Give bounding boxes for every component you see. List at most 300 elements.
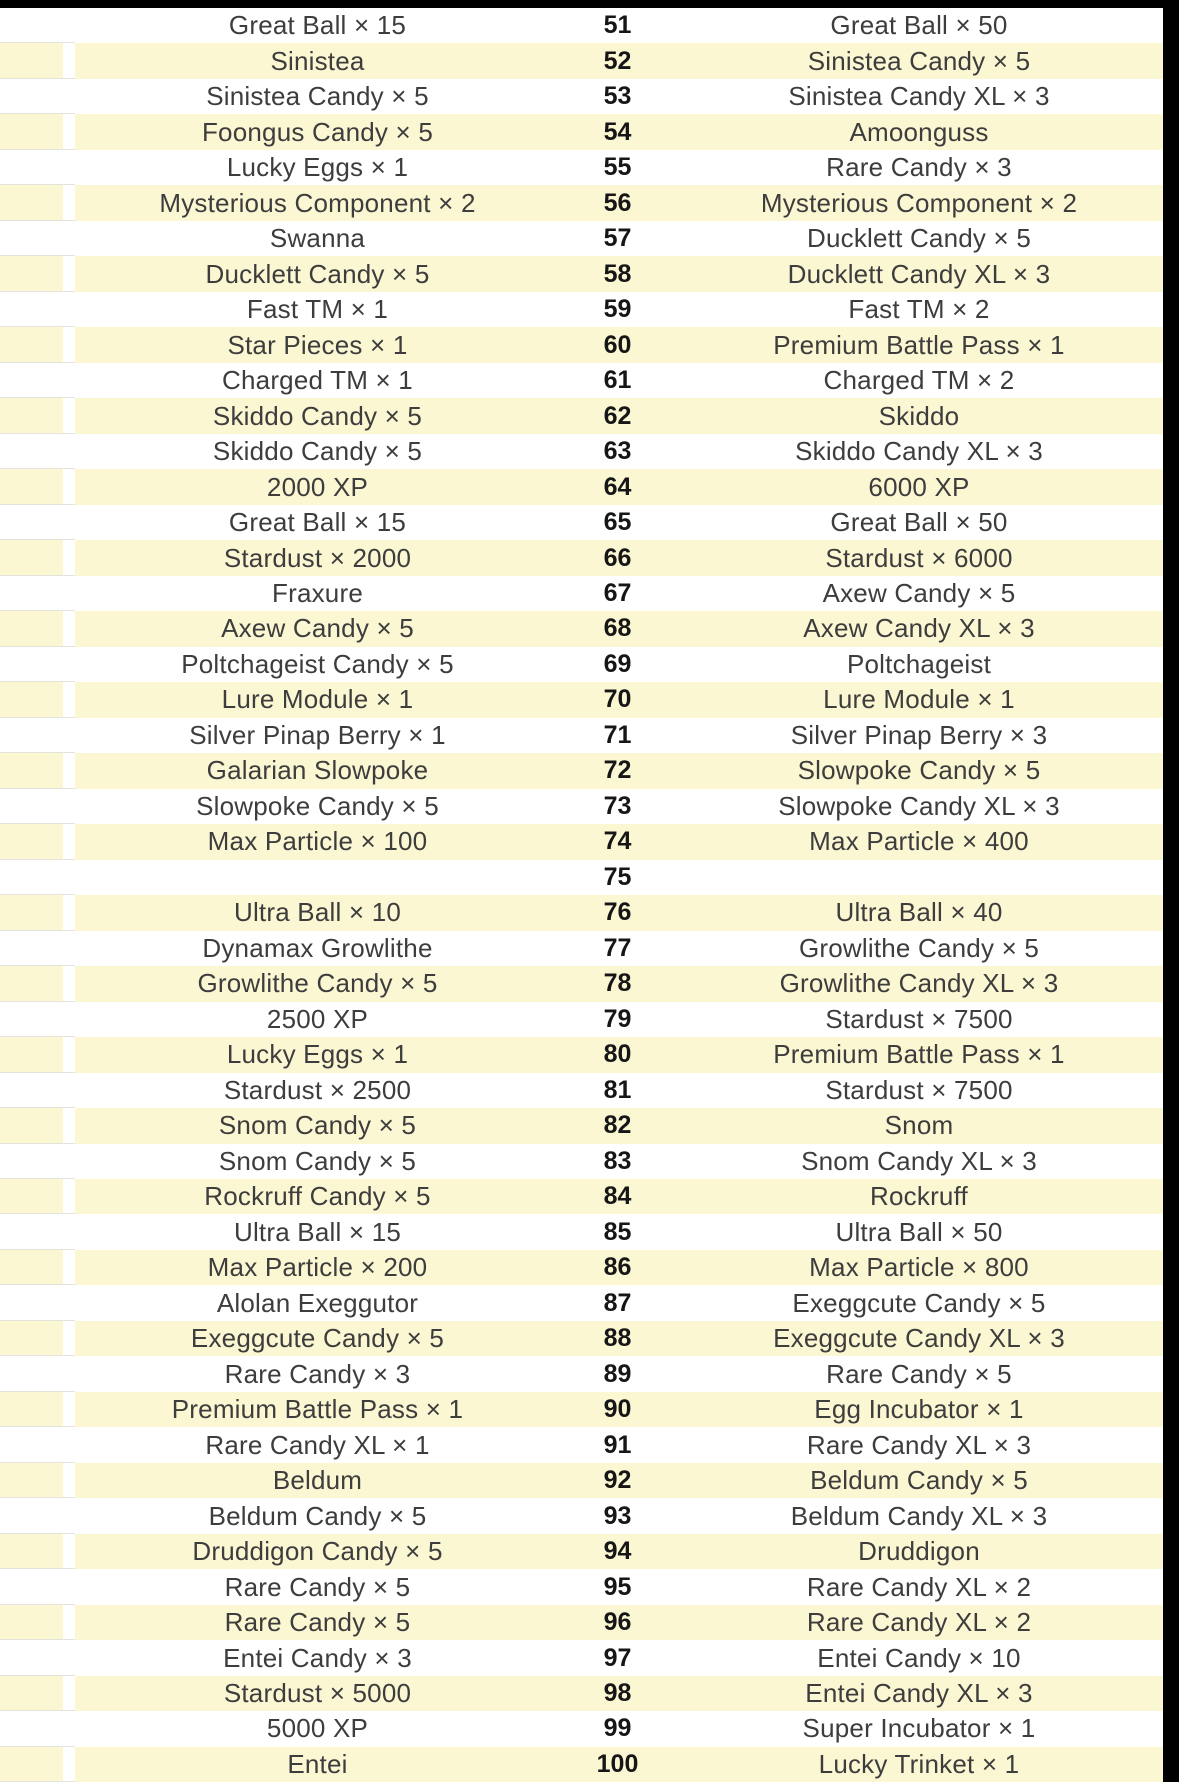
table-row bbox=[0, 1285, 1163, 1320]
row-margin-cell bbox=[0, 1534, 63, 1569]
column-divider bbox=[63, 1427, 75, 1462]
row-margin-cell bbox=[0, 8, 63, 43]
row-margin-cell bbox=[0, 1427, 63, 1462]
right-reward-cell: Axew Candy XL × 3 bbox=[803, 613, 1035, 644]
table-row bbox=[0, 185, 1163, 220]
column-divider bbox=[63, 753, 75, 788]
table-row bbox=[0, 434, 1163, 469]
rank-cell: 56 bbox=[603, 188, 632, 217]
row-margin-cell bbox=[0, 363, 63, 398]
row-margin-cell bbox=[0, 931, 63, 966]
rank-cell: 68 bbox=[603, 614, 632, 643]
row-margin-cell bbox=[0, 824, 63, 859]
row-margin-cell bbox=[0, 1214, 63, 1249]
column-divider bbox=[63, 363, 75, 398]
left-reward-cell: Swanna bbox=[269, 223, 366, 254]
right-reward-cell: Druddigon bbox=[858, 1536, 980, 1567]
rank-cell: 89 bbox=[603, 1359, 632, 1388]
table-row bbox=[0, 647, 1163, 682]
row-margin-cell bbox=[0, 469, 63, 504]
column-divider bbox=[63, 8, 75, 43]
right-reward-cell: Sinistea Candy × 5 bbox=[807, 45, 1031, 76]
row-margin-cell bbox=[0, 434, 63, 469]
left-reward-cell: Lucky Eggs × 1 bbox=[226, 152, 409, 183]
right-reward-cell: Sinistea Candy XL × 3 bbox=[788, 81, 1050, 112]
left-reward-cell: Beldum Candy × 5 bbox=[208, 1500, 427, 1531]
right-reward-cell: Ducklett Candy XL × 3 bbox=[787, 258, 1051, 289]
rank-cell: 76 bbox=[603, 898, 632, 927]
rank-cell: 57 bbox=[603, 224, 632, 253]
right-reward-cell: Skiddo bbox=[878, 400, 960, 431]
row-margin-cell bbox=[0, 1073, 63, 1108]
table-row bbox=[0, 1427, 1163, 1462]
right-reward-cell: Stardust × 7500 bbox=[825, 1074, 1013, 1105]
column-divider bbox=[63, 966, 75, 1001]
rewards-table bbox=[0, 8, 1163, 1782]
left-reward-cell: Fraxure bbox=[272, 577, 363, 608]
left-reward-cell: Slowpoke Candy × 5 bbox=[196, 790, 439, 821]
rank-cell: 97 bbox=[603, 1643, 632, 1672]
table-row bbox=[0, 860, 1163, 895]
column-divider bbox=[63, 718, 75, 753]
right-reward-cell: Rare Candy × 3 bbox=[826, 152, 1012, 183]
right-reward-cell: Snom bbox=[884, 1110, 954, 1141]
right-reward-cell: Lucky Trinket × 1 bbox=[818, 1748, 1020, 1779]
table-row bbox=[0, 1534, 1163, 1569]
row-margin-cell bbox=[0, 1002, 63, 1037]
rank-cell: 73 bbox=[603, 791, 632, 820]
rank-cell: 78 bbox=[603, 969, 632, 998]
right-reward-cell: Beldum Candy × 5 bbox=[810, 1465, 1028, 1496]
column-divider bbox=[63, 79, 75, 114]
left-reward-cell: Exeggcute Candy × 5 bbox=[190, 1323, 445, 1354]
row-margin-cell bbox=[0, 1640, 63, 1675]
column-divider bbox=[63, 1676, 75, 1711]
left-reward-cell: Growlithe Candy × 5 bbox=[197, 968, 438, 999]
column-divider bbox=[63, 1002, 75, 1037]
column-divider bbox=[63, 647, 75, 682]
right-reward-cell: Egg Incubator × 1 bbox=[814, 1394, 1024, 1425]
table-row bbox=[0, 1569, 1163, 1604]
row-margin-cell bbox=[0, 327, 63, 362]
table-row bbox=[0, 718, 1163, 753]
table-row bbox=[0, 1144, 1163, 1179]
rank-cell: 72 bbox=[603, 756, 632, 785]
table-row bbox=[0, 43, 1163, 78]
row-margin-cell bbox=[0, 611, 63, 646]
row-margin-cell bbox=[0, 150, 63, 185]
left-reward-cell: Druddigon Candy × 5 bbox=[192, 1536, 443, 1567]
table-row bbox=[0, 1605, 1163, 1640]
row-margin-cell bbox=[0, 79, 63, 114]
column-divider bbox=[63, 576, 75, 611]
column-divider bbox=[63, 1179, 75, 1214]
rank-cell: 66 bbox=[603, 543, 632, 572]
table-row bbox=[0, 1250, 1163, 1285]
rank-cell: 98 bbox=[603, 1679, 632, 1707]
rank-cell: 53 bbox=[603, 82, 632, 111]
column-divider bbox=[63, 1250, 75, 1285]
column-divider bbox=[63, 1321, 75, 1356]
table-row bbox=[0, 398, 1163, 433]
rank-cell: 77 bbox=[603, 933, 632, 962]
right-reward-cell: Slowpoke Candy × 5 bbox=[797, 755, 1041, 786]
rank-cell: 70 bbox=[603, 685, 632, 714]
table-row bbox=[0, 1073, 1163, 1108]
left-reward-cell: Snom Candy × 5 bbox=[218, 1110, 417, 1141]
right-reward-cell: Great Ball × 50 bbox=[830, 10, 1008, 41]
row-margin-cell bbox=[0, 718, 63, 753]
rank-cell: 96 bbox=[603, 1608, 632, 1637]
row-margin-cell bbox=[0, 895, 63, 930]
left-reward-cell: Alolan Exeggutor bbox=[216, 1287, 419, 1318]
row-margin-cell bbox=[0, 1356, 63, 1391]
rank-cell: 58 bbox=[603, 259, 632, 288]
right-reward-cell: Silver Pinap Berry × 3 bbox=[790, 719, 1048, 750]
column-divider bbox=[63, 1747, 75, 1782]
table-row bbox=[0, 966, 1163, 1001]
column-divider bbox=[63, 611, 75, 646]
left-reward-cell: Star Pieces × 1 bbox=[227, 329, 408, 360]
right-reward-cell: Amoonguss bbox=[849, 116, 989, 147]
right-reward-cell bbox=[675, 860, 1163, 895]
rank-cell: 61 bbox=[603, 366, 632, 395]
left-reward-cell: Foongus Candy × 5 bbox=[201, 116, 434, 147]
table-row bbox=[0, 256, 1163, 291]
rank-cell: 80 bbox=[603, 1040, 632, 1069]
row-margin-cell bbox=[0, 1463, 63, 1498]
right-reward-cell: Lure Module × 1 bbox=[823, 684, 1015, 715]
left-reward-cell: 2500 XP bbox=[266, 1003, 369, 1034]
table-row bbox=[0, 505, 1163, 540]
column-divider bbox=[63, 1498, 75, 1533]
row-margin-cell bbox=[0, 398, 63, 433]
rank-cell: 86 bbox=[603, 1253, 632, 1282]
row-margin-cell bbox=[0, 1144, 63, 1179]
table-row bbox=[0, 221, 1163, 256]
column-divider bbox=[63, 292, 75, 327]
table-row bbox=[0, 931, 1163, 966]
table-row bbox=[0, 1640, 1163, 1675]
left-reward-cell: Skiddo Candy × 5 bbox=[212, 436, 423, 467]
column-divider bbox=[63, 1711, 75, 1746]
left-reward-cell: Galarian Slowpoke bbox=[206, 755, 429, 786]
left-reward-cell: Stardust × 2500 bbox=[223, 1074, 412, 1105]
left-reward-cell: Axew Candy × 5 bbox=[221, 613, 414, 644]
right-reward-cell: Rare Candy XL × 2 bbox=[806, 1607, 1032, 1638]
column-divider bbox=[63, 434, 75, 469]
left-reward-cell: Dynamax Growlithe bbox=[202, 932, 433, 963]
left-reward-cell: Max Particle × 100 bbox=[207, 826, 428, 857]
right-reward-cell: Rare Candy XL × 3 bbox=[806, 1429, 1032, 1460]
row-margin-cell bbox=[0, 682, 63, 717]
row-margin-cell bbox=[0, 1250, 63, 1285]
left-reward-cell: Great Ball × 15 bbox=[228, 507, 407, 538]
column-divider bbox=[63, 1569, 75, 1604]
rank-cell: 84 bbox=[603, 1182, 632, 1211]
rank-cell: 99 bbox=[603, 1714, 632, 1743]
right-reward-cell: Rare Candy × 5 bbox=[826, 1358, 1012, 1389]
left-reward-cell: 5000 XP bbox=[266, 1713, 369, 1744]
left-reward-cell: Lucky Eggs × 1 bbox=[226, 1039, 409, 1070]
table-row bbox=[0, 576, 1163, 611]
row-margin-cell bbox=[0, 753, 63, 788]
row-margin-cell bbox=[0, 43, 63, 78]
left-reward-cell: Rockruff Candy × 5 bbox=[204, 1181, 431, 1212]
row-margin-cell bbox=[0, 576, 63, 611]
left-reward-cell: Great Ball × 15 bbox=[228, 10, 407, 41]
column-divider bbox=[63, 398, 75, 433]
right-reward-cell: Rare Candy XL × 2 bbox=[806, 1571, 1032, 1602]
rank-cell: 52 bbox=[603, 46, 632, 75]
right-reward-cell: Stardust × 7500 bbox=[825, 1003, 1013, 1034]
table-row bbox=[0, 150, 1163, 185]
rank-cell: 64 bbox=[603, 472, 632, 501]
row-margin-cell bbox=[0, 860, 63, 895]
row-margin-cell bbox=[0, 1498, 63, 1533]
rank-cell: 51 bbox=[603, 11, 632, 40]
row-margin-cell bbox=[0, 114, 63, 149]
rank-cell: 81 bbox=[603, 1075, 632, 1104]
left-reward-cell: Rare Candy × 3 bbox=[224, 1358, 411, 1389]
column-divider bbox=[63, 895, 75, 930]
left-reward-cell: Stardust × 5000 bbox=[223, 1678, 412, 1708]
table-row bbox=[0, 789, 1163, 824]
column-divider bbox=[63, 540, 75, 575]
left-reward-cell: Rare Candy × 5 bbox=[224, 1607, 411, 1638]
rank-cell: 85 bbox=[603, 1217, 632, 1246]
left-reward-cell: Lure Module × 1 bbox=[221, 684, 414, 715]
left-reward-cell bbox=[75, 860, 560, 895]
right-reward-cell: Entei Candy XL × 3 bbox=[805, 1678, 1033, 1708]
right-reward-cell: Charged TM × 2 bbox=[823, 365, 1015, 396]
rank-cell: 94 bbox=[603, 1537, 632, 1566]
left-reward-cell: Entei bbox=[287, 1748, 348, 1779]
row-margin-cell bbox=[0, 647, 63, 682]
row-margin-cell bbox=[0, 505, 63, 540]
right-reward-cell: Super Incubator × 1 bbox=[802, 1713, 1036, 1744]
rank-cell: 79 bbox=[603, 1004, 632, 1033]
rank-cell: 71 bbox=[603, 720, 632, 749]
column-divider bbox=[63, 1392, 75, 1427]
column-divider bbox=[63, 1037, 75, 1072]
rank-cell: 93 bbox=[603, 1501, 632, 1530]
table-row bbox=[0, 1356, 1163, 1391]
right-reward-cell: 6000 XP bbox=[868, 471, 970, 502]
column-divider bbox=[63, 1463, 75, 1498]
column-divider bbox=[63, 469, 75, 504]
left-reward-cell: Ultra Ball × 10 bbox=[233, 897, 402, 928]
table-row bbox=[0, 1037, 1163, 1072]
rank-cell: 55 bbox=[603, 153, 632, 182]
column-divider bbox=[63, 1108, 75, 1143]
left-reward-cell: Snom Candy × 5 bbox=[218, 1145, 417, 1176]
left-reward-cell: Premium Battle Pass × 1 bbox=[171, 1394, 464, 1425]
column-divider bbox=[63, 221, 75, 256]
table-row bbox=[0, 682, 1163, 717]
rank-cell: 100 bbox=[596, 1749, 639, 1778]
right-reward-cell: Exeggcute Candy XL × 3 bbox=[773, 1323, 1065, 1354]
row-margin-cell bbox=[0, 1108, 63, 1143]
row-margin-cell bbox=[0, 292, 63, 327]
rank-cell: 82 bbox=[603, 1111, 632, 1140]
row-margin-cell bbox=[0, 221, 63, 256]
column-divider bbox=[63, 824, 75, 859]
right-reward-cell: Entei Candy × 10 bbox=[817, 1642, 1021, 1673]
table-row bbox=[0, 753, 1163, 788]
rank-cell: 91 bbox=[603, 1430, 632, 1459]
column-divider bbox=[63, 789, 75, 824]
table-row bbox=[0, 292, 1163, 327]
column-divider bbox=[63, 1214, 75, 1249]
right-reward-cell: Ducklett Candy × 5 bbox=[807, 223, 1031, 254]
right-reward-cell: Fast TM × 2 bbox=[848, 294, 990, 325]
rank-cell: 63 bbox=[603, 437, 632, 466]
rank-cell: 90 bbox=[603, 1395, 632, 1424]
row-margin-cell bbox=[0, 1711, 63, 1746]
right-reward-cell: Beldum Candy XL × 3 bbox=[790, 1500, 1048, 1531]
table-row bbox=[0, 895, 1163, 930]
right-reward-cell: Growlithe Candy XL × 3 bbox=[779, 968, 1059, 999]
table-row bbox=[0, 8, 1163, 43]
rank-cell: 65 bbox=[603, 508, 632, 537]
left-reward-cell: Rare Candy × 5 bbox=[224, 1571, 411, 1602]
left-reward-cell: Stardust × 2000 bbox=[223, 542, 412, 573]
right-reward-cell: Rockruff bbox=[870, 1181, 968, 1212]
row-margin-cell bbox=[0, 1605, 63, 1640]
left-reward-cell: Beldum bbox=[272, 1465, 363, 1496]
left-reward-cell: Sinistea bbox=[270, 45, 365, 76]
rank-cell: 87 bbox=[603, 1288, 632, 1317]
left-reward-cell: Charged TM × 1 bbox=[222, 365, 413, 396]
left-reward-cell: Entei Candy × 3 bbox=[223, 1642, 412, 1673]
column-divider bbox=[63, 1073, 75, 1108]
column-divider bbox=[63, 931, 75, 966]
table-row bbox=[0, 114, 1163, 149]
left-reward-cell: Ultra Ball × 15 bbox=[233, 1216, 402, 1247]
left-reward-cell: Poltchageist Candy × 5 bbox=[181, 648, 454, 679]
left-reward-cell: Rare Candy XL × 1 bbox=[205, 1429, 430, 1460]
rank-cell: 67 bbox=[603, 578, 632, 607]
row-margin-cell bbox=[0, 1392, 63, 1427]
row-margin-cell bbox=[0, 1676, 63, 1711]
rank-cell: 59 bbox=[603, 295, 632, 324]
rank-cell: 75 bbox=[603, 862, 632, 891]
right-reward-cell: Mysterious Component × 2 bbox=[760, 187, 1078, 218]
column-divider bbox=[63, 1534, 75, 1569]
left-reward-cell: 2000 XP bbox=[266, 471, 369, 502]
rank-cell: 69 bbox=[603, 649, 632, 678]
right-reward-cell: Growlithe Candy × 5 bbox=[798, 932, 1040, 963]
row-margin-cell bbox=[0, 256, 63, 291]
table-row bbox=[0, 79, 1163, 114]
right-reward-cell: Poltchageist bbox=[846, 648, 992, 679]
right-reward-cell: Max Particle × 400 bbox=[809, 826, 1029, 857]
table-row bbox=[0, 1747, 1163, 1782]
rank-cell: 95 bbox=[603, 1572, 632, 1601]
column-divider bbox=[63, 505, 75, 540]
row-margin-cell bbox=[0, 185, 63, 220]
column-divider bbox=[63, 185, 75, 220]
rank-cell: 54 bbox=[603, 117, 632, 146]
left-reward-cell: Fast TM × 1 bbox=[246, 294, 389, 325]
table-row bbox=[0, 1711, 1163, 1746]
rank-cell: 62 bbox=[603, 401, 632, 430]
right-reward-cell: Axew Candy × 5 bbox=[822, 577, 1016, 608]
right-reward-cell: Slowpoke Candy XL × 3 bbox=[778, 790, 1060, 821]
column-divider bbox=[63, 1356, 75, 1391]
column-divider bbox=[63, 682, 75, 717]
column-divider bbox=[63, 114, 75, 149]
column-divider bbox=[63, 1285, 75, 1320]
table-row bbox=[0, 1179, 1163, 1214]
row-margin-cell bbox=[0, 966, 63, 1001]
table-row bbox=[0, 1108, 1163, 1143]
left-reward-cell: Silver Pinap Berry × 1 bbox=[189, 719, 446, 750]
row-margin-cell bbox=[0, 1285, 63, 1320]
right-reward-cell: Snom Candy XL × 3 bbox=[801, 1145, 1037, 1176]
rank-cell: 92 bbox=[603, 1466, 632, 1495]
column-divider bbox=[63, 1605, 75, 1640]
row-margin-cell bbox=[0, 1037, 63, 1072]
table-row bbox=[0, 1498, 1163, 1533]
right-reward-cell: Exeggcute Candy × 5 bbox=[792, 1287, 1046, 1318]
table-row bbox=[0, 1676, 1163, 1711]
table-row bbox=[0, 824, 1163, 859]
left-reward-cell: Skiddo Candy × 5 bbox=[212, 400, 423, 431]
right-reward-cell: Max Particle × 800 bbox=[809, 1252, 1029, 1283]
rank-cell: 83 bbox=[603, 1146, 632, 1175]
row-margin-cell bbox=[0, 1179, 63, 1214]
column-divider bbox=[63, 327, 75, 362]
right-reward-cell: Skiddo Candy XL × 3 bbox=[795, 436, 1043, 467]
table-row bbox=[0, 327, 1163, 362]
right-reward-cell: Stardust × 6000 bbox=[825, 542, 1013, 573]
column-divider bbox=[63, 43, 75, 78]
column-divider bbox=[63, 860, 75, 895]
right-reward-cell: Premium Battle Pass × 1 bbox=[773, 329, 1065, 360]
table-row bbox=[0, 1002, 1163, 1037]
row-margin-cell bbox=[0, 540, 63, 575]
table-row bbox=[0, 611, 1163, 646]
row-margin-cell bbox=[0, 1747, 63, 1782]
left-reward-cell: Sinistea Candy × 5 bbox=[206, 81, 429, 112]
row-margin-cell bbox=[0, 789, 63, 824]
left-reward-cell: Max Particle × 200 bbox=[207, 1252, 428, 1283]
row-margin-cell bbox=[0, 1569, 63, 1604]
left-reward-cell: Mysterious Component × 2 bbox=[159, 187, 476, 218]
table-row bbox=[0, 1214, 1163, 1249]
column-divider bbox=[63, 150, 75, 185]
right-reward-cell: Premium Battle Pass × 1 bbox=[773, 1039, 1065, 1070]
table-row bbox=[0, 469, 1163, 504]
column-divider bbox=[63, 1144, 75, 1179]
right-reward-cell: Great Ball × 50 bbox=[830, 507, 1008, 538]
column-divider bbox=[63, 256, 75, 291]
rank-cell: 74 bbox=[603, 827, 632, 856]
table-row bbox=[0, 540, 1163, 575]
right-reward-cell: Ultra Ball × 40 bbox=[835, 897, 1003, 928]
rank-cell: 88 bbox=[603, 1324, 632, 1353]
left-reward-cell: Ducklett Candy × 5 bbox=[205, 258, 430, 289]
column-divider bbox=[63, 1640, 75, 1675]
row-margin-cell bbox=[0, 1321, 63, 1356]
rank-cell: 60 bbox=[603, 330, 632, 359]
table-row bbox=[0, 1463, 1163, 1498]
table-row bbox=[0, 1392, 1163, 1427]
right-reward-cell: Ultra Ball × 50 bbox=[835, 1216, 1003, 1247]
table-row bbox=[0, 363, 1163, 398]
